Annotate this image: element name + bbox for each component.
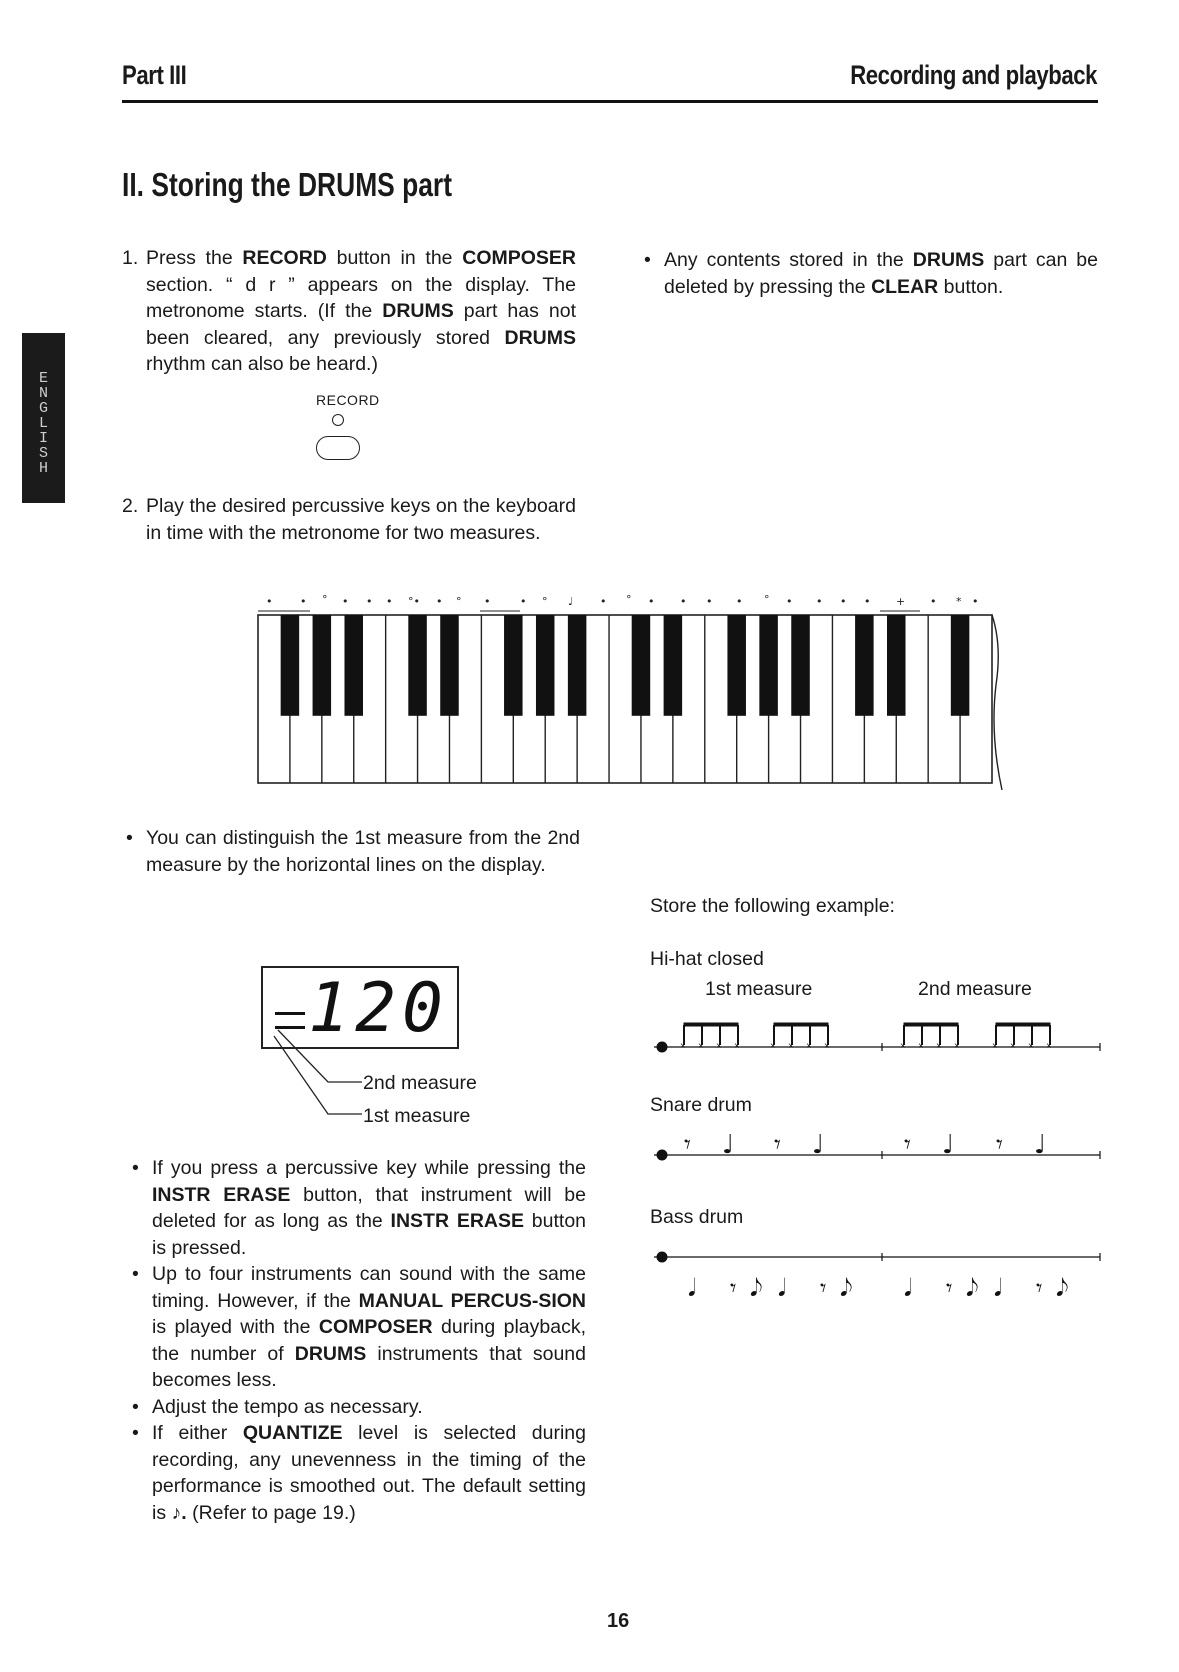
- part-label: Part III: [122, 60, 187, 90]
- hihat-beam: [996, 1023, 1050, 1026]
- svg-text:•: •: [520, 595, 527, 608]
- svg-text:•: •: [300, 595, 307, 608]
- step-text: part has not been cleared, any previously stored: [146, 300, 576, 349]
- step-2: [122, 493, 576, 546]
- svg-text:𝅘𝅥: 𝅘𝅥: [994, 1274, 1002, 1302]
- svg-text:°: °: [456, 595, 462, 608]
- hihat-beam: [774, 1023, 828, 1026]
- svg-text:𝅘𝅥: 𝅘𝅥: [688, 1274, 696, 1302]
- svg-text:•: •: [342, 595, 349, 608]
- display-leader-lines: [270, 1020, 370, 1120]
- svg-text:•: •: [266, 595, 273, 608]
- page-number: 16: [607, 1610, 630, 1632]
- hihat-note-head: ×: [698, 1041, 704, 1052]
- quantize-keyword: QUANTIZE: [242, 1422, 343, 1444]
- bass-staff: [654, 1252, 1100, 1262]
- svg-text:•: •: [786, 595, 793, 608]
- hihat-note-head: ×: [788, 1041, 794, 1052]
- keyboard-illustration: [250, 585, 1010, 815]
- item-text: Up to four instruments can sound with the same timing. However, if the: [152, 1263, 586, 1312]
- side-tab-letter: G: [38, 400, 48, 417]
- black-key: [727, 615, 746, 716]
- hihat-beam: [904, 1023, 958, 1026]
- svg-text:𝄾: 𝄾: [730, 1274, 737, 1302]
- record-button-icon: [316, 436, 360, 460]
- bullet-icon: •: [132, 1157, 139, 1179]
- black-key: [887, 615, 906, 716]
- section-title: II. Storing the DRUMS part: [122, 166, 452, 203]
- measure-2-bar: [275, 1012, 305, 1015]
- svg-text:♩: ♩: [812, 1130, 825, 1160]
- measure-2-label: 2nd measure: [918, 978, 1032, 1000]
- side-tab-letter: S: [38, 445, 48, 462]
- svg-text:𝅘𝅥: 𝅘𝅥: [778, 1274, 786, 1302]
- side-tab-letter: L: [38, 415, 48, 432]
- keyboard-outline: [258, 615, 992, 783]
- bass-notes: [650, 1270, 1110, 1310]
- svg-text:°: °: [764, 593, 770, 606]
- hihat-note-head: ×: [954, 1041, 960, 1052]
- note-text: part can be deleted by pressing the: [664, 249, 1098, 298]
- bass-label: Bass drum: [650, 1206, 744, 1228]
- hihat-note-head: ×: [918, 1041, 924, 1052]
- hihat-note-head: ×: [806, 1041, 812, 1052]
- item-text: during playback, the number of: [152, 1316, 586, 1365]
- black-key: [536, 615, 555, 716]
- snare-label: Snare drum: [650, 1094, 752, 1116]
- svg-text:𝄾: 𝄾: [996, 1130, 1003, 1160]
- svg-text:•: •: [972, 595, 979, 608]
- hihat-note-head: ×: [716, 1041, 722, 1052]
- snare-staff: [654, 1130, 1100, 1160]
- side-tab-letter: N: [38, 385, 48, 402]
- list-item: [128, 1261, 586, 1394]
- item-text: button, that instrument will be deleted for as long as the: [152, 1183, 586, 1232]
- svg-text:♩: ♩: [1034, 1130, 1047, 1160]
- note-text: Any contents stored in the: [664, 249, 913, 271]
- side-tab-letter: I: [38, 430, 48, 447]
- side-tab-letter: E: [38, 370, 48, 387]
- item-text: If either: [152, 1422, 243, 1444]
- black-key: [440, 615, 459, 716]
- list-item: [128, 1155, 586, 1261]
- step-number: 2.: [122, 495, 139, 517]
- svg-text:•: •: [736, 595, 743, 608]
- step-text: button in the: [326, 247, 463, 269]
- measure-1-label: 1st measure: [705, 978, 813, 1000]
- black-key: [664, 615, 683, 716]
- item-text: button is pressed.: [152, 1210, 587, 1259]
- black-key: [759, 615, 778, 716]
- step-1: [122, 245, 576, 378]
- note-text: You can distinguish the 1st measure from the 2nd measure by the horizontal lines on the display.: [146, 827, 580, 876]
- bullet-list: [128, 1155, 586, 1526]
- svg-text:•: •: [816, 595, 823, 608]
- svg-text:𝅘𝅥: 𝅘𝅥: [904, 1274, 912, 1302]
- clear-keyword: CLEAR: [871, 275, 939, 298]
- note-text: button.: [938, 275, 1004, 298]
- svg-text:°•: °•: [408, 595, 420, 608]
- svg-text:𝄾: 𝄾: [820, 1274, 827, 1302]
- svg-text:•: •: [386, 595, 393, 608]
- side-tab-letter: H: [38, 460, 48, 477]
- label-2nd-measure: 2nd measure: [363, 1072, 477, 1094]
- drums-keyword: DRUMS: [912, 249, 985, 271]
- eighth-note-icon: ♪.: [171, 1501, 187, 1524]
- measure-note: [122, 825, 580, 878]
- item-text: instruments that sound becomes less.: [152, 1342, 586, 1391]
- svg-text:𝅘𝅥𝅮: 𝅘𝅥𝅮: [1056, 1274, 1069, 1302]
- svg-text:•: •: [600, 595, 607, 608]
- svg-text:𝄾: 𝄾: [946, 1274, 953, 1302]
- svg-text:•: •: [930, 595, 937, 608]
- svg-text:𝅘𝅥𝅮: 𝅘𝅥𝅮: [750, 1274, 763, 1302]
- black-key: [344, 615, 363, 716]
- svg-text:•: •: [436, 595, 443, 608]
- hihat-label: Hi-hat closed: [650, 948, 764, 970]
- black-key: [632, 615, 651, 716]
- hihat-beam: [684, 1023, 738, 1026]
- svg-text:°: °: [322, 593, 328, 606]
- black-key: [951, 615, 970, 716]
- bullet-icon: •: [644, 249, 651, 271]
- svg-text:𝄾: 𝄾: [1036, 1274, 1043, 1302]
- bullet-icon: •: [132, 1263, 139, 1285]
- svg-text:♩: ♩: [942, 1130, 955, 1160]
- svg-text:♩: ♩: [568, 595, 574, 608]
- svg-text:𝄾: 𝄾: [684, 1130, 691, 1160]
- step-text: section. “ d r ” appears on the display. The metronome starts. (If the: [146, 273, 576, 322]
- label-1st-measure: 1st measure: [363, 1105, 471, 1127]
- hihat-note-head: ×: [734, 1041, 740, 1052]
- step-text: Play the desired percussive keys on the keyboard in time with the metronome for two measures.: [146, 495, 576, 544]
- bullet-icon: •: [126, 827, 133, 849]
- record-led-icon: [332, 414, 344, 426]
- step-number: 1.: [122, 247, 139, 269]
- example-intro: Store the following example:: [650, 895, 895, 917]
- tempo-readout: 120: [308, 969, 449, 1048]
- composer-keyword: COMPOSER: [318, 1316, 433, 1338]
- svg-text:°: °: [626, 593, 632, 606]
- svg-text:•: •: [366, 595, 373, 608]
- list-item: [128, 1394, 586, 1421]
- item-text: level is selected during recording, any unevenness in the timing of the performance is smoothed out. The default setting is: [152, 1422, 586, 1524]
- svg-text:*: *: [956, 595, 962, 608]
- svg-text:•: •: [840, 595, 847, 608]
- chapter-title: Recording and playback: [850, 60, 1097, 90]
- list-item: [128, 1420, 586, 1526]
- black-key: [408, 615, 427, 716]
- step-text: Press the: [146, 247, 243, 269]
- black-key: [504, 615, 523, 716]
- hihat-note-head: ×: [992, 1041, 998, 1052]
- hihat-note-head: ×: [936, 1041, 942, 1052]
- item-text: If you press a percussive key while pressing the: [152, 1157, 586, 1179]
- svg-text:𝄾: 𝄾: [904, 1130, 911, 1160]
- record-keyword: RECORD: [242, 247, 327, 269]
- hihat-staff: [654, 1023, 1100, 1052]
- svg-text:•: •: [680, 595, 687, 608]
- svg-text:•: •: [864, 595, 871, 608]
- drum-notation: [650, 1005, 1110, 1275]
- svg-text:♩: ♩: [722, 1130, 735, 1160]
- svg-text:𝅘𝅥𝅮: 𝅘𝅥𝅮: [966, 1274, 979, 1302]
- item-text: (Refer to page 19.): [186, 1501, 356, 1524]
- black-key: [568, 615, 587, 716]
- composer-keyword: COMPOSER: [462, 247, 576, 269]
- language-side-tab: [22, 333, 65, 503]
- svg-text:•: •: [484, 595, 491, 608]
- hihat-note-head: ×: [1046, 1041, 1052, 1052]
- bullet-icon: •: [132, 1395, 139, 1418]
- bullet-icon: •: [132, 1422, 139, 1444]
- item-text: Adjust the tempo as necessary.: [152, 1395, 423, 1418]
- hihat-note-head: ×: [824, 1041, 830, 1052]
- manual-percussion-keyword: MANUAL PERCUS-SION: [358, 1289, 587, 1312]
- clear-note: [640, 247, 1098, 300]
- svg-text:•: •: [648, 595, 655, 608]
- step-text: rhythm can also be heard.): [146, 353, 378, 375]
- hihat-note-head: ×: [680, 1041, 686, 1052]
- black-key: [855, 615, 874, 716]
- svg-text:•: •: [706, 595, 713, 608]
- hihat-note-head: ×: [1028, 1041, 1034, 1052]
- hihat-note-head: ×: [900, 1041, 906, 1052]
- instr-erase-keyword: INSTR ERASE: [390, 1210, 525, 1232]
- black-key: [791, 615, 810, 716]
- drums-keyword: DRUMS: [382, 300, 454, 322]
- instr-erase-keyword: INSTR ERASE: [152, 1183, 291, 1206]
- svg-text:+: +: [896, 595, 906, 608]
- header-rule: [122, 100, 1098, 103]
- black-key: [313, 615, 332, 716]
- svg-text:𝄾: 𝄾: [774, 1130, 781, 1160]
- drums-keyword: DRUMS: [504, 326, 576, 349]
- hihat-note-head: ×: [1010, 1041, 1016, 1052]
- item-text: is played with the: [152, 1316, 319, 1338]
- svg-text:°: °: [542, 595, 548, 608]
- hihat-note-head: ×: [770, 1041, 776, 1052]
- percussion-symbols-row: [266, 593, 979, 608]
- svg-text:𝅘𝅥𝅮: 𝅘𝅥𝅮: [840, 1274, 853, 1302]
- drums-keyword: DRUMS: [294, 1342, 367, 1365]
- record-label: RECORD: [316, 392, 380, 408]
- black-key: [281, 615, 300, 716]
